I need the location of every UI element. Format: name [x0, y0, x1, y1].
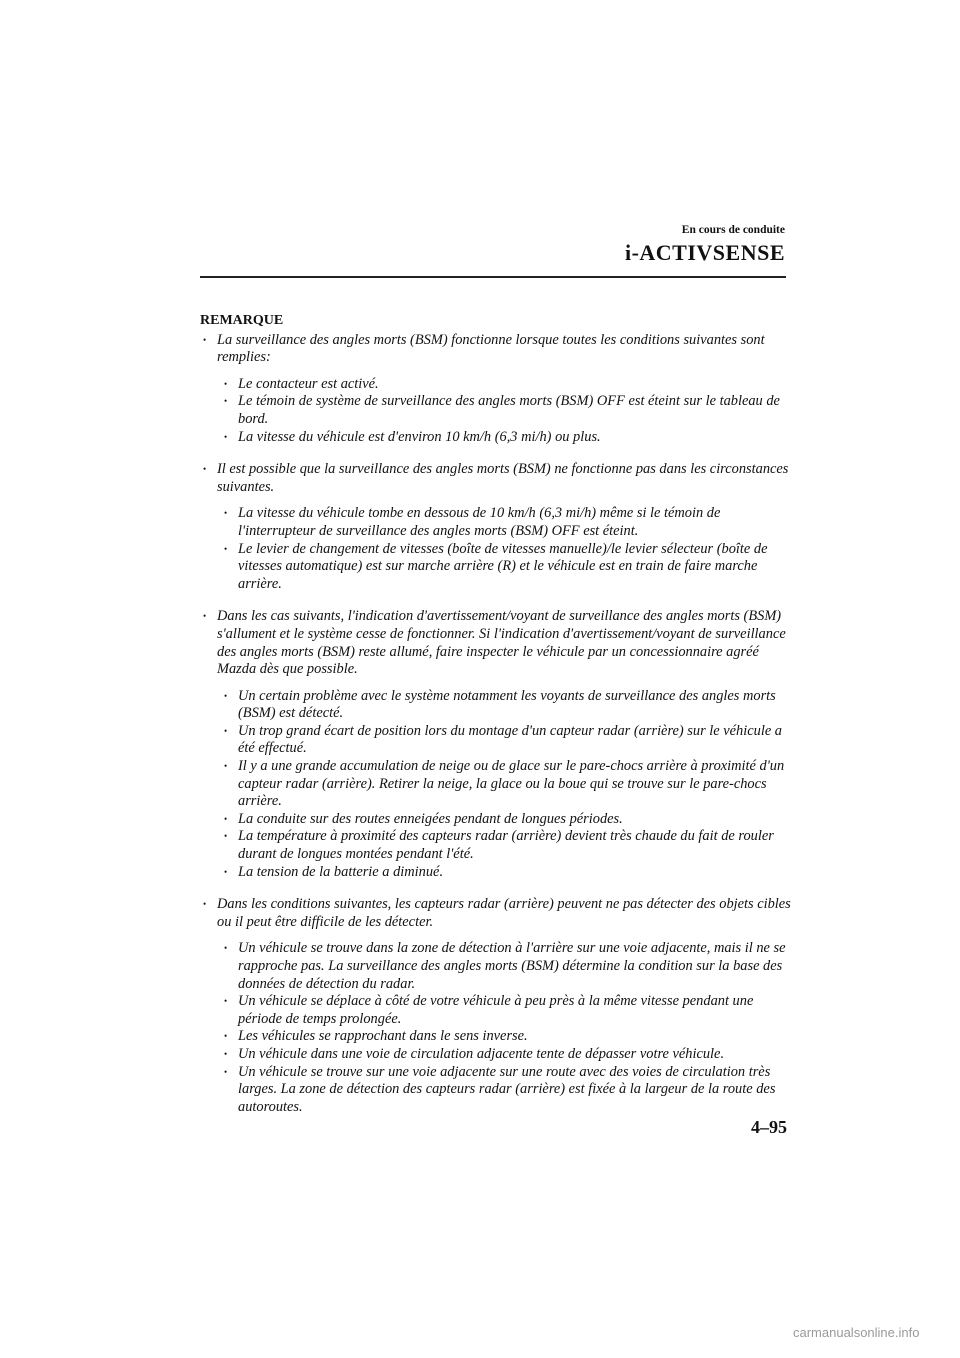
sub-list-item	[200, 811, 792, 829]
sub-list-item-text: La tension de la batterie a diminué.	[238, 863, 444, 880]
sub-list-item	[200, 429, 792, 447]
sub-list-item-text: Il y a une grande accumulation de neige ou de glace sur le pare-chocs arrière à proximité d'un capteur radar (arrière). Retirer la neige, la glace ou la boue qui se trouve sur le pare-chocs arrière.	[238, 758, 785, 810]
chapter-title: i-ACTIVSENSE	[624, 240, 785, 265]
sub-list-item	[200, 376, 792, 394]
bullet-icon: •	[224, 508, 228, 519]
sub-list-item-text: Les véhicules se rapprochant dans le sens inverse.	[238, 1028, 528, 1045]
sub-list-item	[200, 723, 792, 758]
bullet-icon: •	[224, 1066, 228, 1077]
list-item-text: La surveillance des angles morts (BSM) fonctionne lorsque toutes les conditions suivantes sont remplies:	[217, 331, 765, 366]
list-item-text: Il est possible que la surveillance des angles morts (BSM) ne fonctionne pas dans les circonstances suivantes.	[217, 461, 789, 495]
sub-list-item-text: La température à proximité des capteurs radar (arrière) devient très chaude du fait de rouler durant de longues montées pendant l'été.	[238, 828, 774, 863]
sub-list-item-text: Le témoin de système de surveillance des angles morts (BSM) OFF est éteint sur le tableau de bord.	[238, 393, 780, 427]
sub-list	[200, 688, 792, 882]
sub-list-item-text: Un véhicule se déplace à côté de votre véhicule à peu près à la même vitesse pendant une période de temps prolongée.	[238, 993, 754, 1027]
bullet-icon: •	[224, 996, 228, 1007]
sub-list-item-text: La vitesse du véhicule tombe en dessous de 10 km/h (6,3 mi/h) même si le témoin de l'interrupteur de surveillance des angles morts (BSM) OFF est éteint.	[238, 505, 721, 539]
sub-list-item-text: Le levier de changement de vitesses (boîte de vitesses manuelle)/le levier sélecteur (boîte de vitesses automatique) est sur marche arrière (R) et le véhicule est en train de faire marche arrière.	[238, 540, 768, 592]
bullet-icon: •	[224, 831, 228, 842]
bullet-icon: •	[224, 813, 228, 824]
sub-list-item-text: Un certain problème avec le système notamment les voyants de surveillance des angles morts (BSM) est détecté.	[238, 687, 776, 722]
sub-list	[200, 940, 792, 1116]
bullet-icon: •	[224, 396, 228, 407]
bullet-icon: •	[224, 866, 228, 877]
bullet-icon: •	[224, 1031, 228, 1042]
sub-list-item	[200, 993, 792, 1028]
bullet-icon: •	[203, 899, 207, 910]
sub-list-item-text: Un trop grand écart de position lors du montage d'un capteur radar (arrière) sur le véhicule a été effectué.	[238, 722, 782, 757]
sub-list-item	[200, 505, 792, 540]
bullet-icon: •	[203, 611, 207, 622]
bullet-icon: •	[224, 1048, 228, 1059]
bullet-icon: •	[224, 761, 228, 772]
sub-list-item-text: Le contacteur est activé.	[238, 375, 379, 392]
section-label: En cours de conduite	[681, 224, 785, 236]
sub-list-item	[200, 758, 792, 811]
sub-list-item-text: La conduite sur des routes enneigées pendant de longues périodes.	[238, 810, 623, 827]
watermark: carmanualsonline.info	[793, 1325, 920, 1340]
header-rule	[200, 276, 786, 278]
sub-list-item	[200, 393, 792, 428]
bullet-icon: •	[203, 334, 207, 345]
sub-list-item	[200, 864, 792, 882]
page-number: 4–95	[751, 1117, 787, 1137]
sub-list-item-text: La vitesse du véhicule est d'environ 10 km/h (6,3 mi/h) ou plus.	[238, 428, 601, 445]
note-content	[200, 312, 792, 1116]
bullet-icon: •	[224, 378, 228, 389]
sub-list-item	[200, 940, 792, 993]
sub-list-item	[200, 828, 792, 863]
sub-list-item	[200, 1064, 792, 1117]
sub-list-item	[200, 541, 792, 594]
bullet-icon: •	[224, 943, 228, 954]
note-label: REMARQUE	[200, 313, 284, 328]
sub-list	[200, 376, 792, 446]
bullet-icon: •	[224, 431, 228, 442]
list-item-text: Dans les conditions suivantes, les capteurs radar (arrière) peuvent ne pas détecter des objets cibles ou il peut être difficile de les détecter.	[217, 896, 791, 930]
bullet-icon: •	[224, 543, 228, 554]
sub-list-item-text: Un véhicule se trouve dans la zone de détection à l'arrière sur une voie adjacente, mais il ne se rapproche pas. La surveillance des angles morts (BSM) détermine la condition sur la base des données de détection du radar.	[238, 940, 786, 992]
list-item-text: Dans les cas suivants, l'indication d'avertissement/voyant de surveillance des angles morts (BSM) s'allument et le système cesse de fonctionner. Si l'indication d'avertissement/voyant de surveillance des angles morts (BSM) reste allumé, faire inspecter le véhicule par un concessionnaire agréé Mazda dès que possible.	[217, 608, 786, 678]
sub-list	[200, 505, 792, 593]
bullet-icon: •	[224, 725, 228, 736]
sub-list-item-text: Un véhicule se trouve sur une voie adjacente sur une route avec des voies de circulation très larges. La zone de détection des capteurs radar (arrière) est fixée à la largeur de la route des autoroutes.	[238, 1063, 776, 1115]
sub-list-item	[200, 1046, 792, 1064]
bullet-icon: •	[203, 464, 207, 475]
sub-list-item	[200, 1028, 792, 1046]
list-item	[200, 896, 792, 931]
bullet-icon: •	[224, 690, 228, 701]
list-item	[200, 461, 792, 496]
list-item	[200, 608, 792, 678]
list-item	[200, 332, 792, 367]
sub-list-item-text: Un véhicule dans une voie de circulation adjacente tente de dépasser votre véhicule.	[238, 1045, 725, 1062]
sub-list-item	[200, 688, 792, 723]
